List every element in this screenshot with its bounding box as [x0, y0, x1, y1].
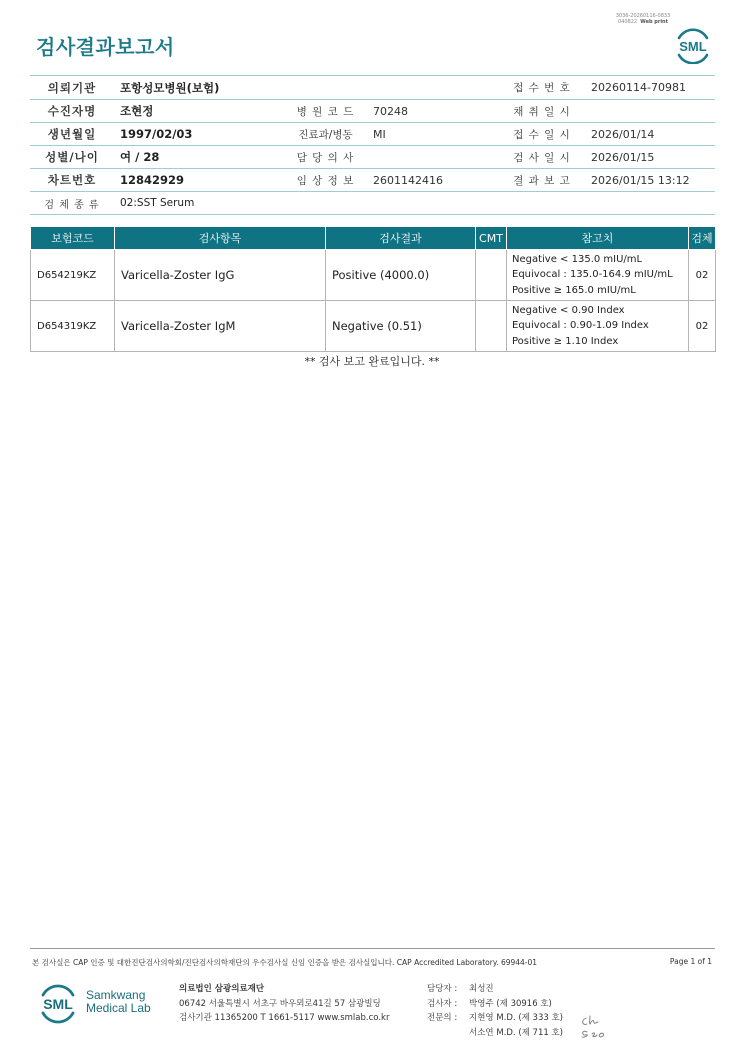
test-date-label: 검 사 일 시: [499, 146, 585, 169]
test-result: Positive (4000.0): [326, 250, 476, 301]
manager: 최성진: [469, 984, 494, 994]
org-contact: 검사기관 11365200 T 1661-5117 www.smlab.co.kr: [179, 1013, 390, 1023]
table-row: [31, 301, 716, 352]
dept-label: 진료과/병동: [284, 123, 367, 146]
dept: MI: [367, 123, 499, 146]
brand-line: Samkwang: [86, 988, 146, 1002]
sex-age: 여 / 28: [114, 146, 284, 169]
reference-line: Negative < 135.0 mIU/mL: [512, 253, 643, 265]
insurance-code: D654319KZ: [31, 301, 115, 352]
patient-name: 조현정: [114, 100, 284, 123]
clinical-info-label: 임 상 정 보: [284, 169, 367, 192]
doctor: [367, 146, 499, 169]
print-mode: Web print: [640, 19, 669, 25]
info-row: [30, 192, 715, 215]
sml-logo-icon: [37, 980, 79, 1024]
brand-line: Medical Lab: [86, 1001, 151, 1015]
brand-name: [86, 989, 151, 1015]
reference-range: [507, 250, 689, 301]
specimen-type-label: 검 체 종 류: [30, 192, 114, 215]
footer-divider: [30, 948, 715, 949]
test-result: Negative (0.51): [326, 301, 476, 352]
hospital-code: 70248: [367, 100, 499, 123]
cmt: [476, 301, 507, 352]
cmt: [476, 250, 507, 301]
header-test-item: 검사항목: [115, 227, 326, 250]
page-number: Page 1 of 1: [669, 957, 712, 966]
reference-line: Equivocal : 0.90-1.09 Index: [512, 320, 649, 332]
specialist: 서소연 M.D. (제 711 호): [469, 1027, 564, 1038]
chart-no: 12842929: [114, 169, 284, 192]
receipt-no: 20260114-70981: [585, 76, 715, 100]
svg-text:SML: SML: [679, 39, 707, 54]
results-header: [31, 227, 716, 250]
insurance-code: D654219KZ: [31, 250, 115, 301]
report-date: 2026/01/15 13:12: [585, 169, 715, 192]
page-title: 검사결과보고서: [36, 35, 175, 59]
reference-line: Equivocal : 135.0-164.9 mIU/mL: [512, 269, 673, 281]
test-item: Varicella-Zoster IgG: [115, 250, 326, 301]
patient-name-label: 수진자명: [30, 100, 114, 123]
completion-note: ** 검사 보고 완료입니다. **: [304, 355, 440, 368]
report-date-label: 결 과 보 고: [499, 169, 585, 192]
svg-text:SML: SML: [43, 996, 73, 1012]
header-test-result: 검사결과: [326, 227, 476, 250]
doctor-label: 담 당 의 사: [284, 146, 367, 169]
info-row: [30, 169, 715, 192]
birth-label: 생년월일: [30, 123, 114, 146]
info-row: [30, 100, 715, 123]
reference-range: [507, 301, 689, 352]
org-address: 06742 서울특별시 서초구 바우뫼로41길 57 삼광빌딩: [179, 998, 381, 1009]
org-name: 의료법인 삼광의료재단: [179, 984, 265, 994]
specimen-type: 02:SST Serum: [114, 192, 715, 215]
reference-line: Positive ≥ 1.10 Index: [512, 335, 619, 347]
requesting-org-label: 의뢰기관: [30, 76, 114, 100]
tester: 박영주 (제 30916 호): [469, 998, 552, 1009]
signature-icon: [578, 1010, 614, 1040]
results-table: [30, 226, 716, 352]
header-specimen: 검체: [689, 227, 716, 250]
receipt-no-label: 접 수 번 호: [499, 76, 585, 100]
table-row: [31, 250, 716, 301]
certification-note: 본 검사실은 CAP 인증 및 대한진단검사의학회/진단검사의학재단의 우수검사실 신임 인증을 받은 검사실입니다. CAP Accredited Laboratory. 69944-01: [32, 958, 538, 967]
receipt-date: 2026/01/14: [585, 123, 715, 146]
print-id-line2: 040822: [617, 19, 638, 25]
specimen-code: 02: [689, 301, 716, 352]
receipt-date-label: 접 수 일 시: [499, 123, 585, 146]
collection-date: [585, 100, 715, 123]
specialist: 지현영 M.D. (제 333 호): [469, 1013, 564, 1023]
header-reference: 참고치: [507, 227, 689, 250]
requesting-org: 포항성모병원(보험): [114, 76, 284, 100]
test-date: 2026/01/15: [585, 146, 715, 169]
specialist-label: 전문의 :: [427, 1013, 458, 1023]
reference-line: Negative < 0.90 Index: [512, 304, 625, 316]
header-insurance-code: 보험코드: [31, 227, 115, 250]
info-row: [30, 146, 715, 169]
tester-label: 검사자 :: [427, 998, 458, 1009]
info-row: [30, 76, 715, 100]
sex-age-label: 성별/나이: [30, 146, 114, 169]
chart-no-label: 차트번호: [30, 169, 114, 192]
staff-info: [427, 982, 563, 1040]
info-row: [30, 123, 715, 146]
clinical-info: 2601142416: [367, 169, 499, 192]
patient-info-table: [30, 75, 715, 215]
sml-logo-icon: [672, 24, 714, 64]
organization-info: [179, 982, 389, 1026]
header-cmt: CMT: [476, 227, 507, 250]
reference-line: Positive ≥ 165.0 mIU/mL: [512, 284, 636, 296]
manager-label: 담당자 :: [427, 984, 458, 994]
birth-date: 1997/02/03: [114, 123, 284, 146]
print-id-line1: 3036-20260116-0833: [615, 13, 671, 19]
test-item: Varicella-Zoster IgM: [115, 301, 326, 352]
collection-date-label: 채 취 일 시: [499, 100, 585, 123]
specimen-code: 02: [689, 250, 716, 301]
hospital-code-label: 병 원 코 드: [284, 100, 367, 123]
